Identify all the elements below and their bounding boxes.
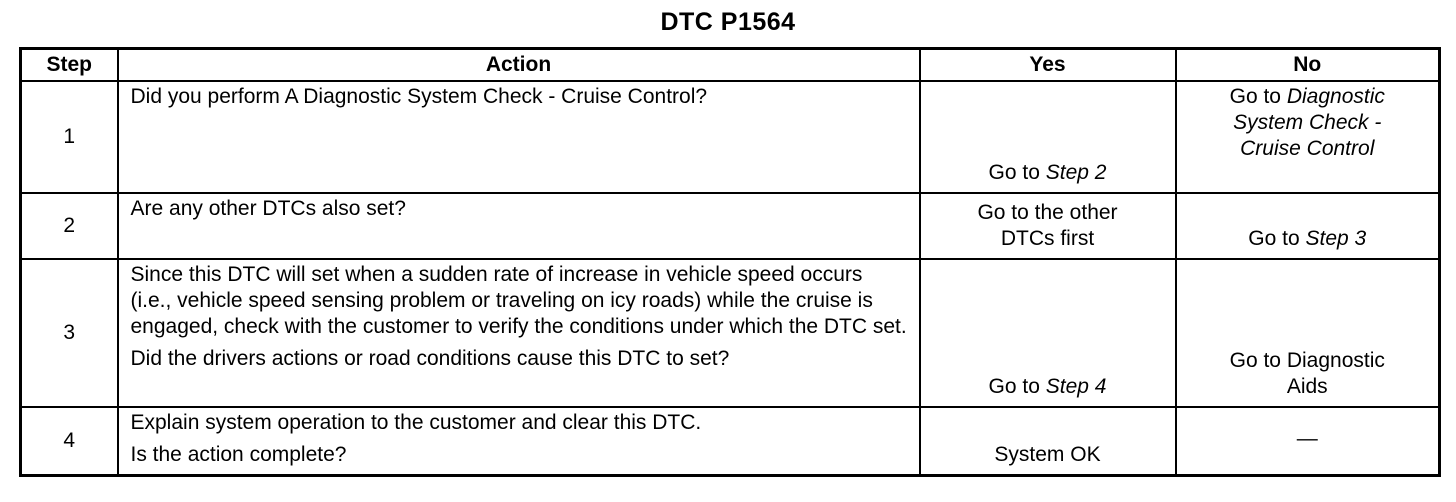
page-title: DTC P1564 <box>660 8 796 36</box>
yes-text: System OK <box>994 442 1101 466</box>
action-cell <box>118 407 920 475</box>
no-cell <box>1176 81 1440 193</box>
header-no: No <box>1176 49 1440 82</box>
step-number: 3 <box>21 259 118 407</box>
table-row <box>21 407 1440 475</box>
yes-cell <box>920 407 1176 475</box>
yes-cell <box>920 193 1176 259</box>
yes-prefix: Go to <box>988 375 1040 398</box>
action-cell <box>118 259 920 407</box>
yes-text: Go to the other DTCs first <box>977 201 1118 250</box>
table-row <box>21 193 1440 259</box>
yes-cell <box>920 81 1176 193</box>
no-cell <box>1176 259 1440 407</box>
yes-prefix: Go to <box>988 161 1040 184</box>
yes-step-link: Step 2 <box>1045 161 1107 184</box>
no-cell <box>1176 193 1440 259</box>
table-row <box>21 259 1440 407</box>
header-yes: Yes <box>920 49 1176 82</box>
table-header-row <box>21 49 1440 82</box>
no-procedure-link: Diagnostic System Check - Cruise Control <box>1233 85 1385 160</box>
no-dash: — <box>1296 426 1318 450</box>
action-cell <box>118 81 920 193</box>
step-number: 2 <box>21 193 118 259</box>
action-question: Is the action complete? <box>130 443 347 466</box>
no-step-link: Step 3 <box>1305 227 1367 250</box>
header-step: Step <box>21 49 118 82</box>
yes-step-link: Step 4 <box>1045 375 1107 398</box>
no-prefix: Go to <box>1248 227 1300 250</box>
action-text: Explain system operation to the customer and clear this DTC. <box>130 411 702 434</box>
diagnostic-table <box>19 47 1441 477</box>
header-action: Action <box>118 49 920 82</box>
no-prefix: Go to <box>1229 85 1281 108</box>
step-number: 1 <box>21 81 118 193</box>
action-text: Did you perform A Diagnostic System Check - Cruise Control? <box>130 85 708 108</box>
no-cell <box>1176 407 1440 475</box>
action-text: Since this DTC will set when a sudden rate of increase in vehicle speed occurs (i.e., vehicle speed sensing problem or traveling on icy roads) while the cruise is engaged, check with the customer to verify the conditions under which the DTC set. <box>130 263 907 338</box>
action-question: Did the drivers actions or road conditions cause this DTC to set? <box>130 347 730 370</box>
step-number: 4 <box>21 407 118 475</box>
action-cell <box>118 193 920 259</box>
yes-cell <box>920 259 1176 407</box>
table-row <box>21 81 1440 193</box>
action-text: Are any other DTCs also set? <box>130 197 406 220</box>
no-text: Go to Diagnostic Aids <box>1229 349 1385 398</box>
